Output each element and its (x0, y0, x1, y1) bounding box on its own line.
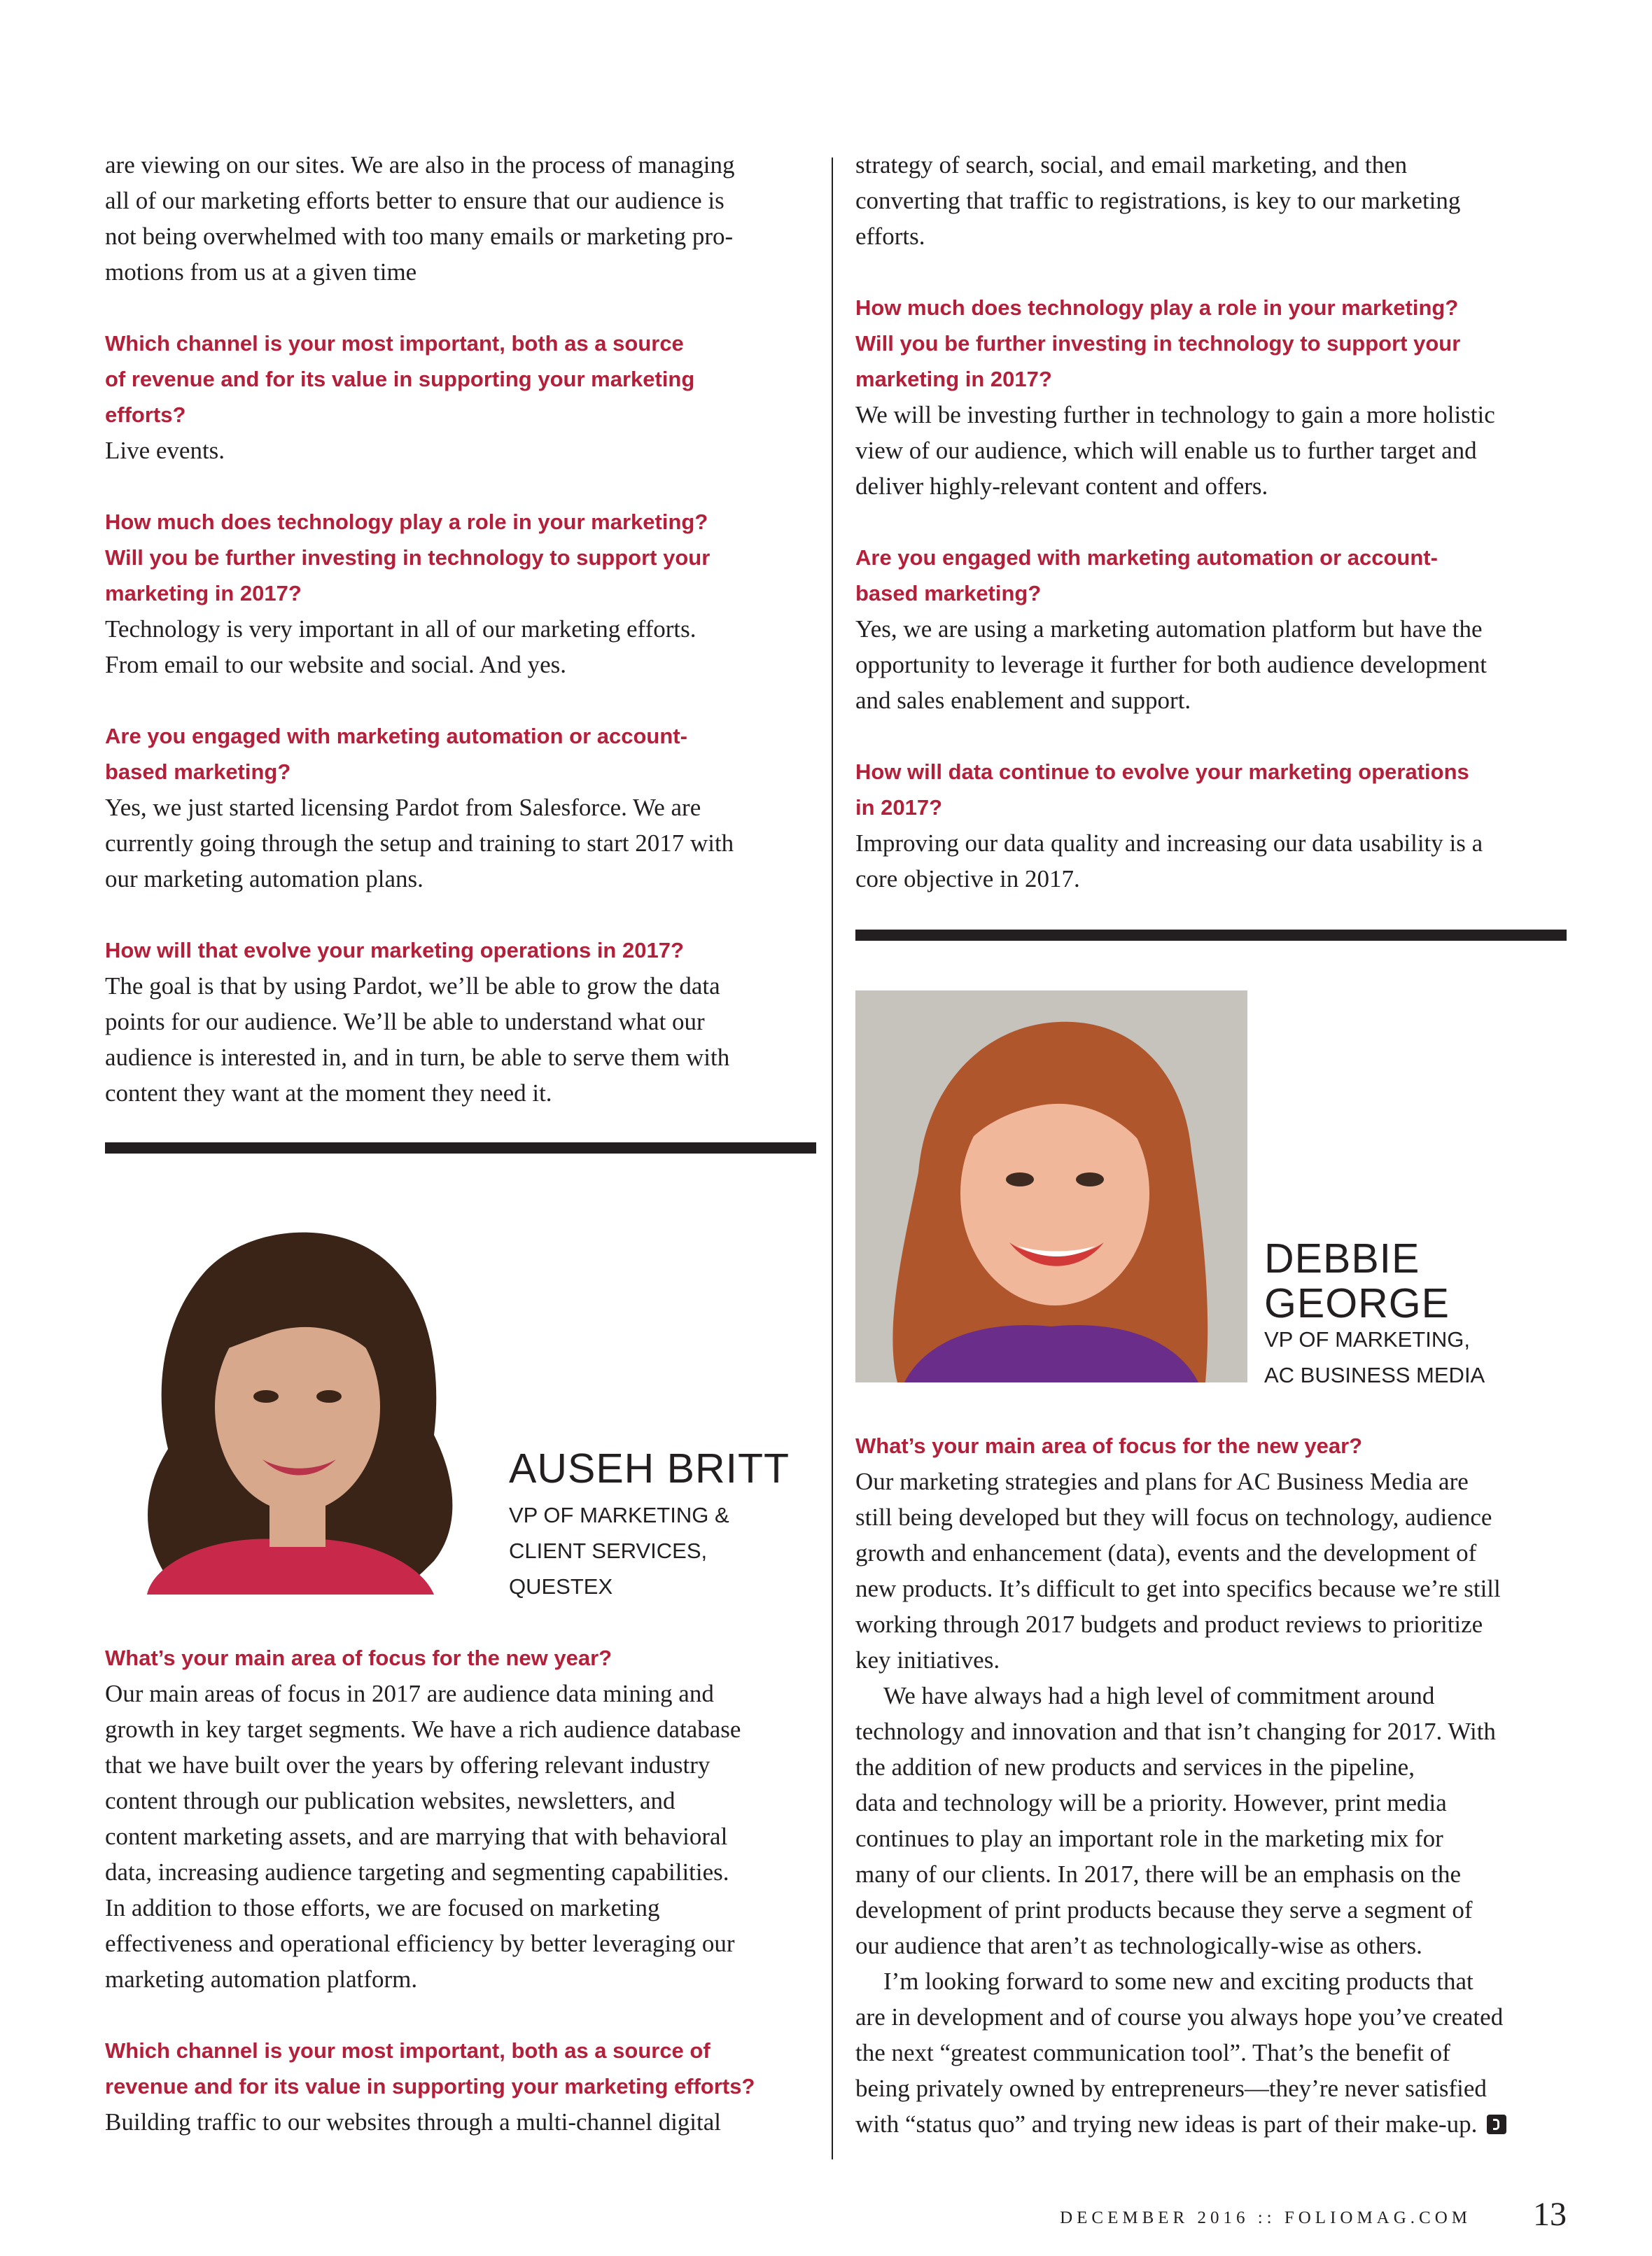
answer-line: continues to play an important role in the marketing mix for (855, 1825, 1443, 1852)
answer-line: content through our publication websites, newsletters, and (105, 1787, 676, 1814)
question-line: Are you engaged with marketing automation or account- (855, 545, 1438, 570)
name-line: DEBBIE (1264, 1235, 1420, 1282)
answer-line: currently going through the setup and training to start 2017 with (105, 829, 734, 857)
answer-line: effectiveness and operational efficiency by better leveraging our (105, 1930, 735, 1957)
question-line: of revenue and for its value in supporting your marketing (105, 367, 695, 391)
answer-line: From email to our website and social. And yes. (105, 651, 567, 678)
answer-line: and sales enablement and support. (855, 687, 1191, 714)
answer-line: growth in key target segments. We have a rich audience database (105, 1716, 741, 1743)
question-line: What’s your main area of focus for the new year? (855, 1434, 1363, 1458)
answer-line: content marketing assets, and are marrying that with behavioral (105, 1823, 728, 1850)
folio-line: DECEMBER 2016 :: FOLIOMAG.COM (1060, 2208, 1471, 2227)
text-line: strategy of search, social, and email marketing, and then (855, 151, 1408, 178)
question-line: marketing in 2017? (855, 367, 1052, 391)
answer-line: the next “greatest communication tool”. That’s the benefit of (855, 2039, 1450, 2066)
auseh-interview (105, 1640, 819, 2140)
answer-line: data and technology will be a priority. However, print media (855, 1789, 1447, 1816)
question-line: Are you engaged with marketing automation or account- (105, 724, 687, 748)
answer-line: Our marketing strategies and plans for AC Business Media are (855, 1468, 1469, 1495)
column-divider (832, 157, 833, 2159)
answer-line: new products. It’s difficult to get into specifics because we’re still (855, 1575, 1501, 1602)
end-of-article-icon (1487, 2115, 1506, 2134)
section-divider-rule (105, 1142, 816, 1154)
question-line: efforts? (105, 402, 186, 427)
answer-line: I’m looking forward to some new and exciting products that (883, 1968, 1474, 1995)
debbie-title (1264, 1322, 1485, 1393)
answer-line: content they want at the moment they need it. (105, 1079, 552, 1107)
answer-line: We will be investing further in technology to gain a more holistic (855, 401, 1495, 428)
answer-line: the addition of new products and services in the pipeline, (855, 1753, 1415, 1781)
answer-line: data, increasing audience targeting and segmenting capabilities. (105, 1858, 729, 1886)
section-divider-rule (855, 930, 1567, 941)
question-line: Will you be further investing in technology to support your (105, 545, 710, 570)
answer-line: We have always had a high level of commitment around (883, 1682, 1435, 1709)
answer-line: development of print products because they serve a segment of (855, 1896, 1473, 1924)
answer-line: that we have built over the years by offering relevant industry (105, 1751, 710, 1779)
question-line: How much does technology play a role in your marketing? (105, 510, 708, 534)
answer-line: still being developed but they will focus on technology, audience (855, 1504, 1492, 1531)
answer-line: opportunity to leverage it further for both audience development (855, 651, 1487, 678)
title-line: VP OF MARKETING, (1264, 1327, 1470, 1352)
text-line: motions from us at a given time (105, 258, 417, 286)
name-line: GEORGE (1264, 1280, 1450, 1326)
auseh-title (509, 1497, 729, 1604)
title-line: AC BUSINESS MEDIA (1264, 1363, 1485, 1387)
text-line: all of our marketing efforts better to ensure that our audience is (105, 187, 724, 214)
answer-text: with “status quo” and trying new ideas is part of their make-up. (855, 2110, 1478, 2138)
question-line: revenue and for its value in supporting your marketing efforts? (105, 2074, 755, 2099)
text-line: not being overwhelmed with too many emails or marketing pro- (105, 223, 734, 250)
answer-line: growth and enhancement (data), events and the development of (855, 1539, 1477, 1567)
left-column-text (105, 147, 819, 1111)
text-line: are viewing on our sites. We are also in the process of managing (105, 151, 735, 178)
text-line: converting that traffic to registrations, is key to our marketing (855, 187, 1461, 214)
answer-line-last (855, 2106, 1569, 2142)
answer-line: deliver highly-relevant content and offers. (855, 472, 1268, 500)
debbie-name (1264, 1236, 1450, 1326)
answer-line: are in development and of course you always hope you’ve created (855, 2003, 1504, 2031)
question-line: Which channel is your most important, both as a source of (105, 2038, 710, 2063)
page-number: 13 (1533, 2196, 1567, 2233)
answer-line: working through 2017 budgets and product reviews to prioritize (855, 1611, 1483, 1638)
left-intro (105, 147, 819, 290)
answer-line: many of our clients. In 2017, there will be an emphasis on the (855, 1861, 1462, 1888)
answer-line: In addition to those efforts, we are focused on marketing (105, 1894, 660, 1921)
answer-line: Our main areas of focus in 2017 are audience data mining and (105, 1680, 714, 1707)
question-line: Will you be further investing in technology to support your (855, 331, 1461, 356)
answer-line: Live events. (105, 437, 225, 464)
text-line: efforts. (855, 223, 925, 250)
question-line: based marketing? (855, 581, 1042, 605)
answer-line: view of our audience, which will enable us to further target and (855, 437, 1477, 464)
title-line: VP OF MARKETING & (509, 1503, 729, 1527)
answer-line: Technology is very important in all of our marketing efforts. (105, 615, 696, 643)
question-line: How will that evolve your marketing operations in 2017? (105, 938, 684, 962)
answer-line: our marketing automation plans. (105, 865, 424, 892)
answer-line: Building traffic to our websites through a multi-channel digital (105, 2108, 722, 2136)
auseh-name: AUSEH BRITT (509, 1445, 790, 1492)
debbie-interview (855, 1428, 1569, 2142)
question-line: based marketing? (105, 759, 291, 784)
title-line: QUESTEX (509, 1574, 613, 1599)
title-line: CLIENT SERVICES, (509, 1539, 708, 1563)
auseh-britt-portrait (105, 1197, 490, 1595)
answer-line: audience is interested in, and in turn, be able to serve them with (105, 1044, 730, 1071)
answer-line: Yes, we are using a marketing automation platform but have the (855, 615, 1483, 643)
debbie-george-portrait (855, 990, 1247, 1382)
answer-line: technology and innovation and that isn’t changing for 2017. With (855, 1718, 1496, 1745)
question-line: Which channel is your most important, both as a source (105, 331, 684, 356)
answer-line: The goal is that by using Pardot, we’ll be able to grow the data (105, 972, 720, 1000)
answer-line: our audience that aren’t as technologically-wise as others. (855, 1932, 1422, 1959)
question-line: How will data continue to evolve your marketing operations (855, 759, 1469, 784)
answer-line: being privately owned by entrepreneurs—they’re never satisfied (855, 2075, 1487, 2102)
answer-line: Yes, we just started licensing Pardot from Salesforce. We are (105, 794, 701, 821)
answer-line: Improving our data quality and increasing our data usability is a (855, 829, 1483, 857)
question-line: What’s your main area of focus for the new year? (105, 1646, 612, 1670)
right-column-text (855, 147, 1569, 897)
question-line: How much does technology play a role in your marketing? (855, 295, 1459, 320)
answer-line: marketing automation platform. (105, 1966, 418, 1993)
question-line: marketing in 2017? (105, 581, 302, 605)
answer-line: points for our audience. We’ll be able to understand what our (105, 1008, 705, 1035)
answer-line: core objective in 2017. (855, 865, 1080, 892)
question-line: in 2017? (855, 795, 943, 820)
answer-line: key initiatives. (855, 1646, 1000, 1674)
